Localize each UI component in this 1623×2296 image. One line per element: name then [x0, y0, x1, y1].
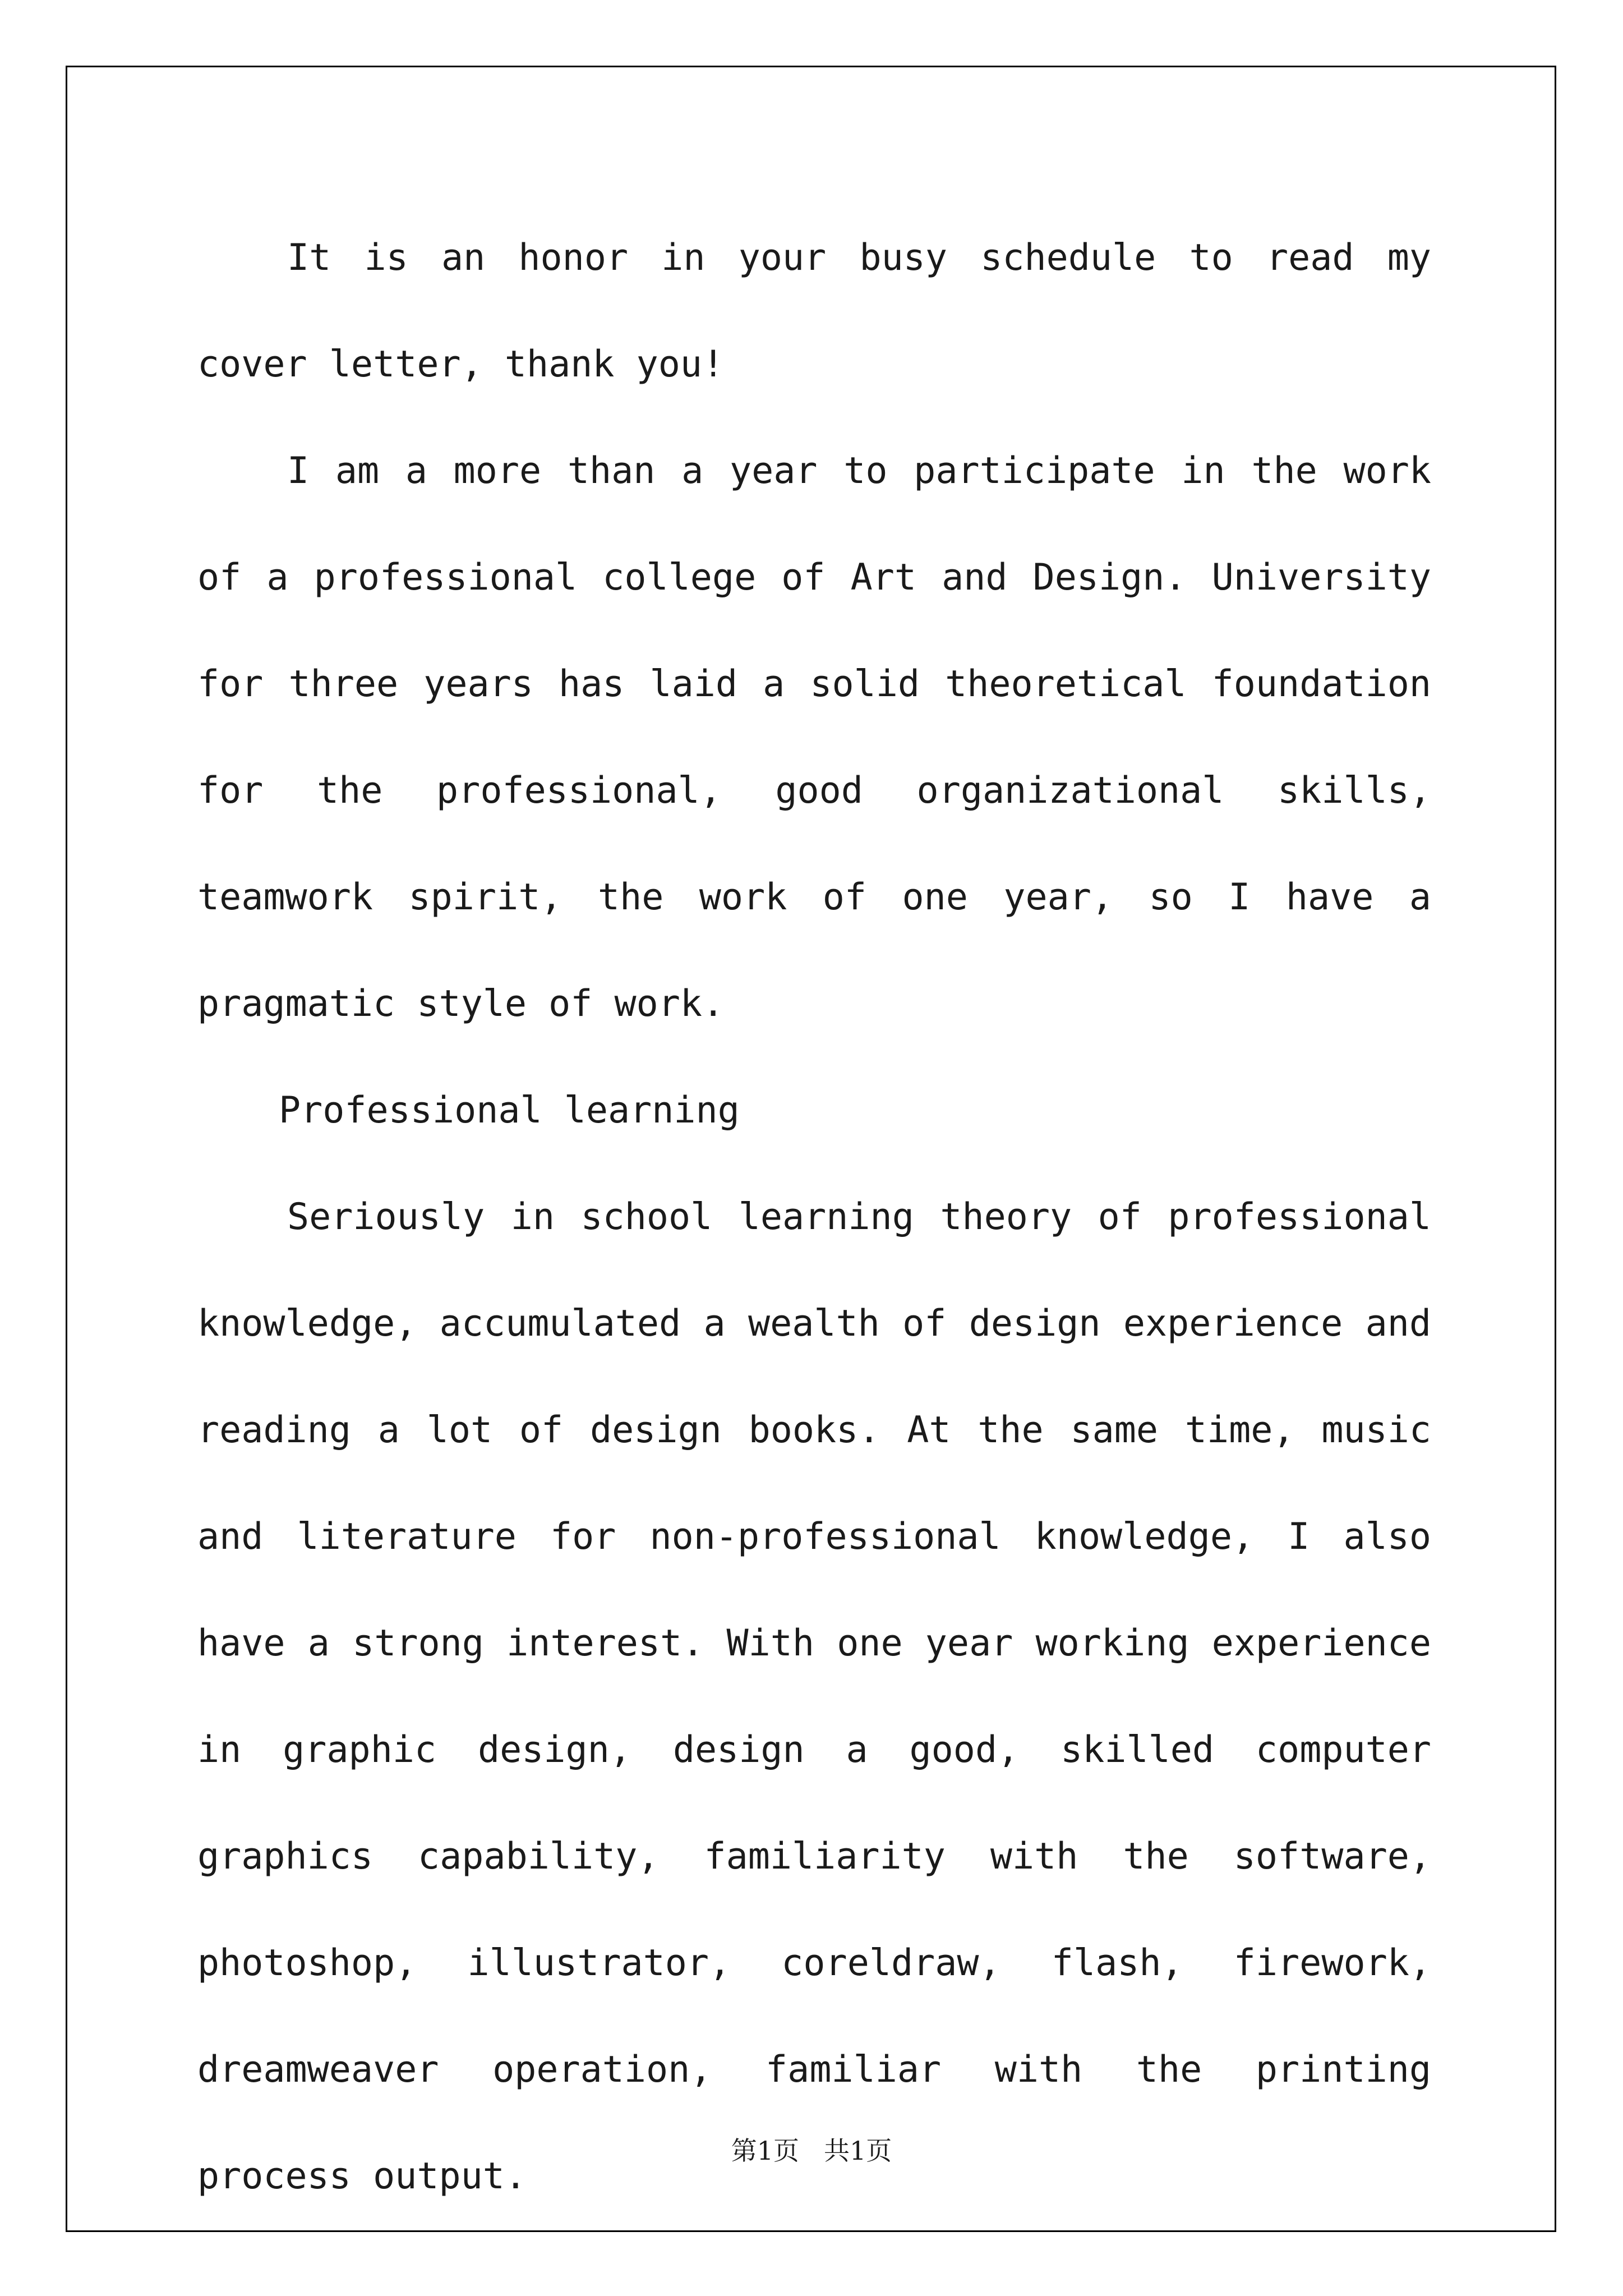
page-total: 共1页 [823, 2136, 892, 2166]
paragraph-introduction: I am a more than a year to participate in the work of a professional college of Art and Design. University for three years has laid a solid theoretical foundation for the professional, good organizational skills, teamwork spirit, the work of one year, so I have a pragmatic style of work. [197, 450, 1431, 1025]
page-number: 第1页 [731, 2136, 800, 2166]
paragraph-professional-learning: Seriously in school learning theory of professional knowledge, accumulated a wealth of design experience and reading a lot of design books. At the same time, music and literature for non-professional knowledge, I also have a strong interest. With one year working experience in graphic design, design a good, skilled computer graphics capability, familiarity with the software, photoshop, illustrator, coreldraw, flash, firework, dreamweaver operation, familiar with the printing process output. [197, 1196, 1431, 2197]
section-heading: Professional learning [279, 1089, 740, 1131]
paragraph-greeting: It is an honor in your busy schedule to read my cover letter, thank you! [197, 237, 1431, 385]
page-footer [0, 2131, 1623, 2168]
document-body [197, 205, 1431, 2230]
